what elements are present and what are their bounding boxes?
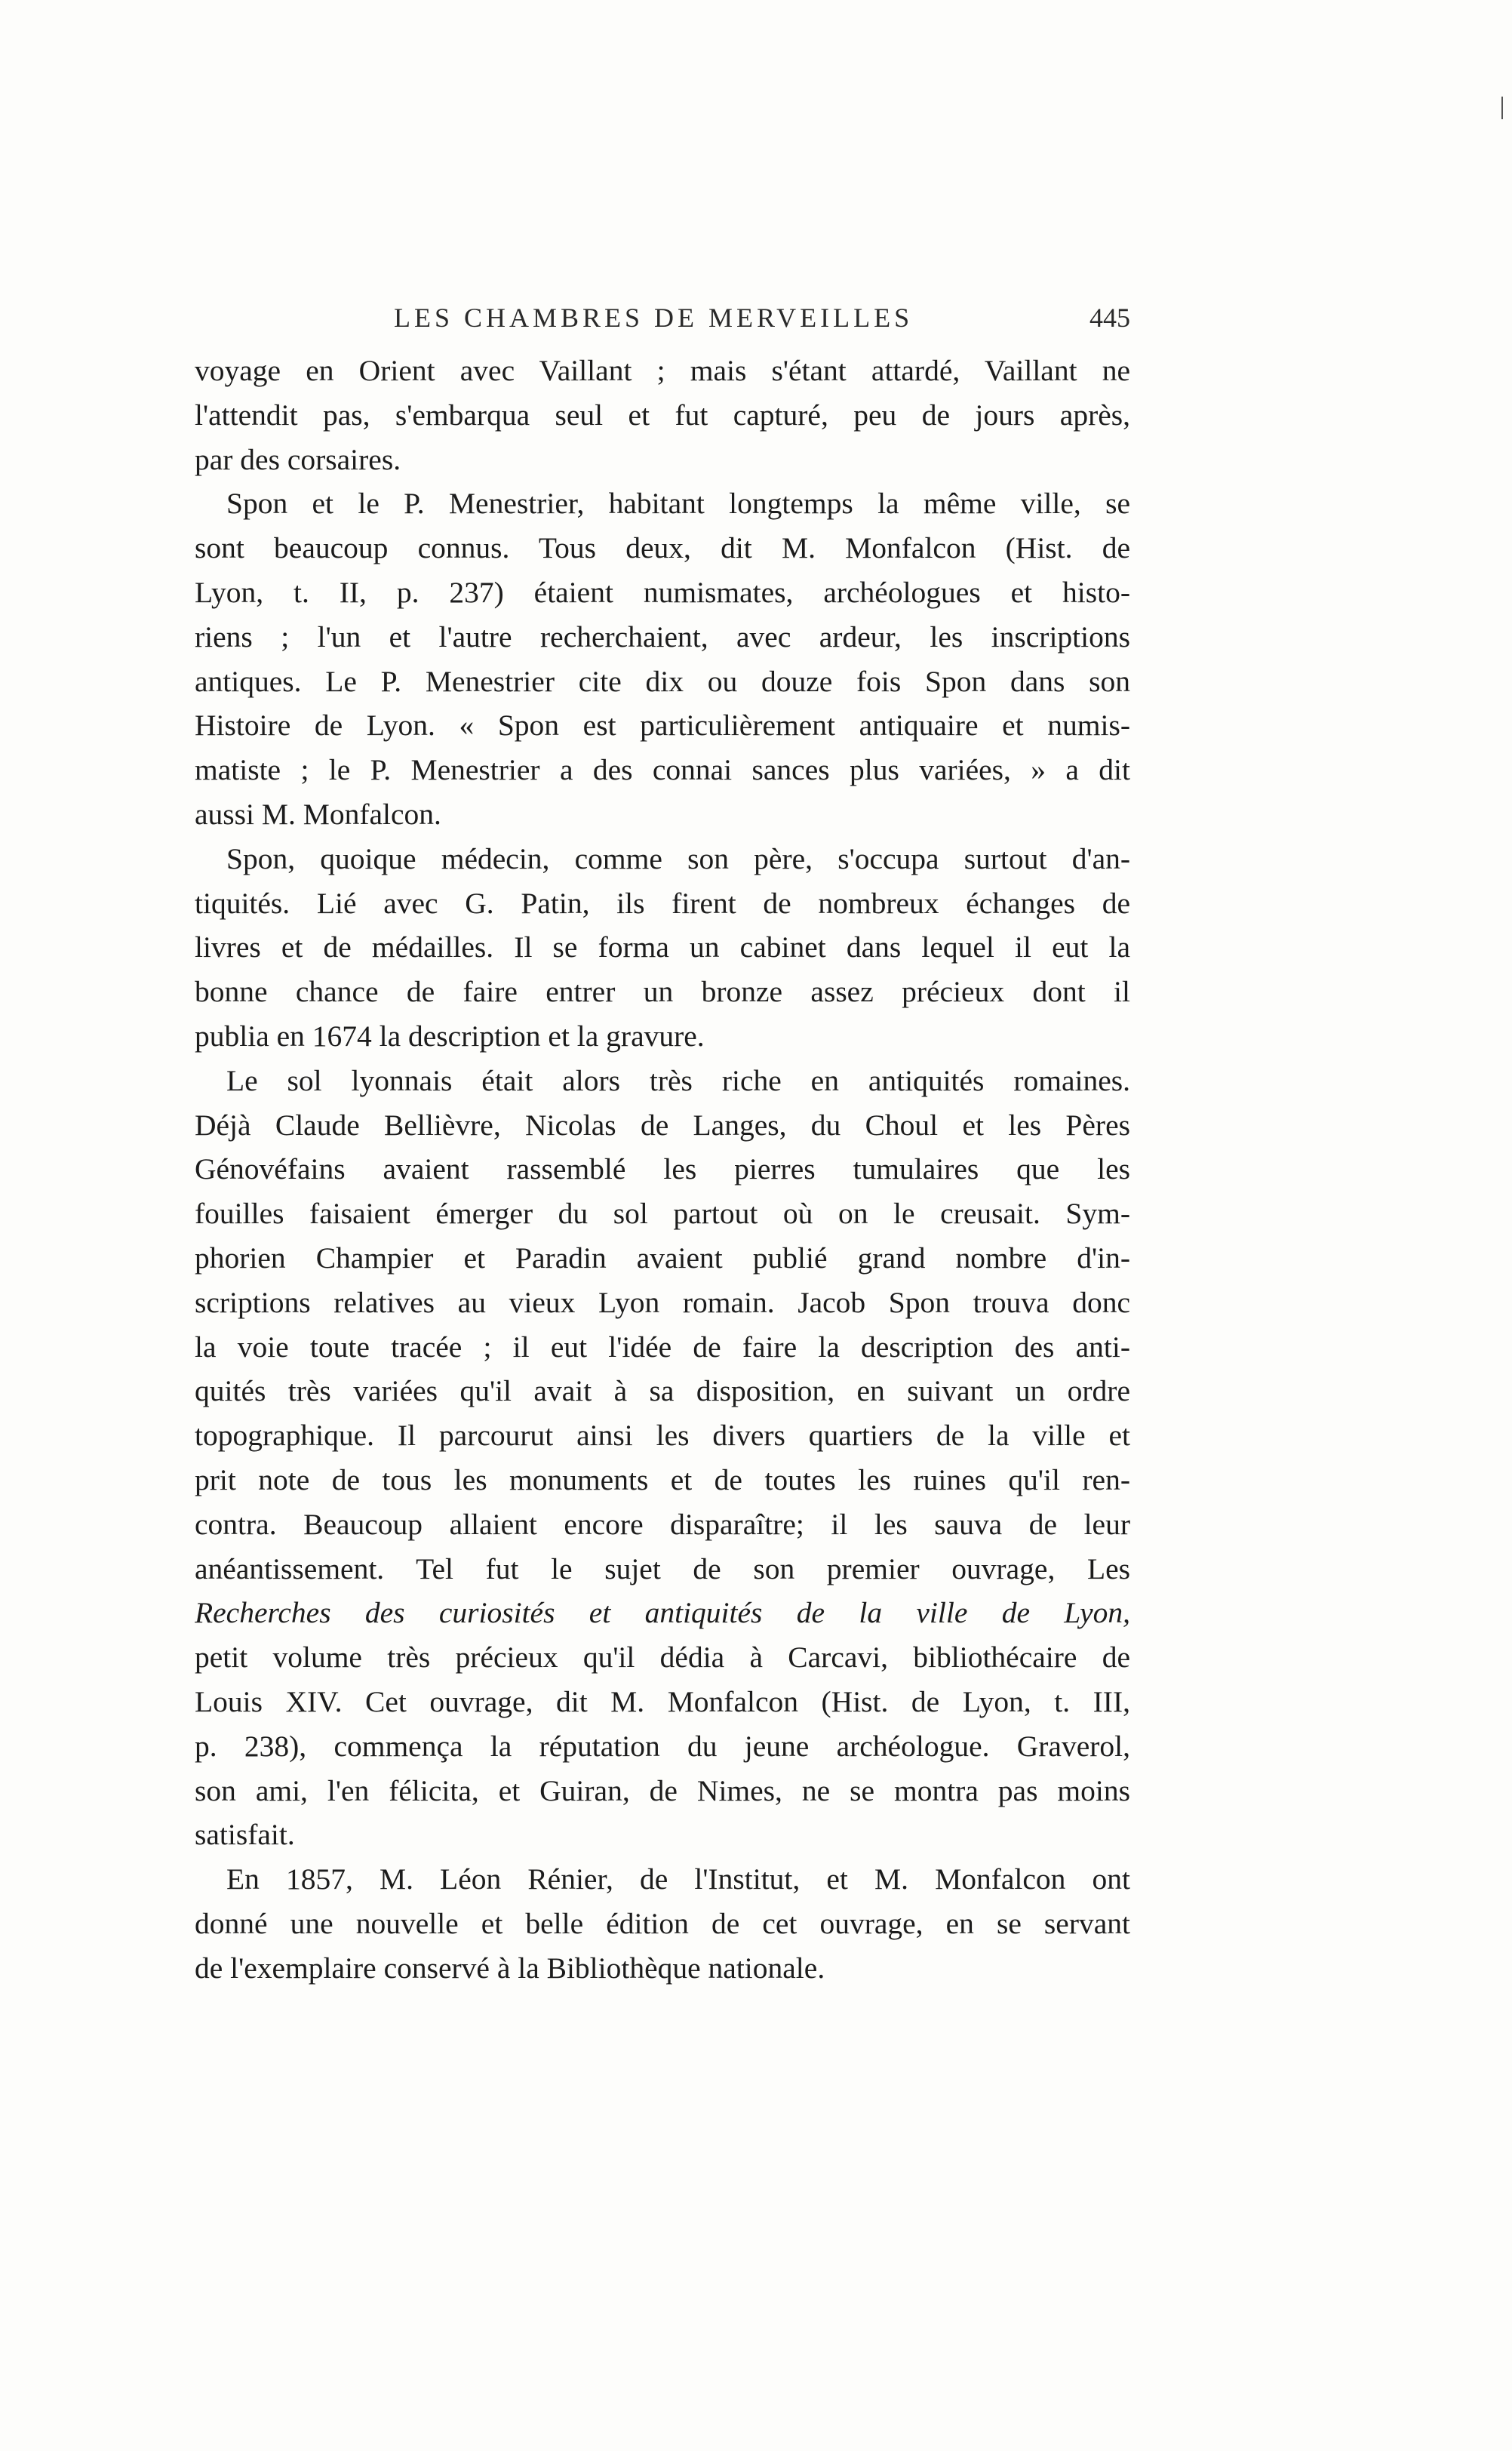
page-edge-mark bbox=[1501, 97, 1503, 119]
text-line: satisfait. bbox=[195, 1818, 295, 1852]
running-head bbox=[195, 302, 1130, 347]
text-line: voyage en Orient avec Vaillant ; mais s'étant attardé, Vaillant ne bbox=[195, 354, 1130, 387]
text-line: petit volume très précieux qu'il dédia à Carcavi, bibliothécaire de bbox=[195, 1641, 1130, 1674]
text-line: anéantissement. Tel fut le sujet de son premier ouvrage, Les bbox=[195, 1551, 1130, 1585]
text-line: Déjà Claude Bellièvre, Nicolas de Langes, du Choul et les Pères bbox=[195, 1108, 1130, 1142]
text-line: aussi M. Monfalcon. bbox=[195, 797, 441, 831]
text-line: topographique. Il parcourut ainsi les divers quartiers de la ville et bbox=[195, 1419, 1130, 1453]
text-line: Recherches des curiosités et antiquités de la ville de Lyon, bbox=[195, 1596, 1130, 1630]
text-line: l'attendit pas, s'embarqua seul et fut capturé, peu de jours après, bbox=[195, 398, 1130, 432]
text-line: quités très variées qu'il avait à sa disposition, en suivant un ordre bbox=[195, 1374, 1130, 1408]
text-line: de l'exemplaire conservé à la Bibliothèque nationale. bbox=[195, 1951, 825, 1985]
text-line: contra. Beaucoup allaient encore disparaître; il les sauva de leur bbox=[195, 1507, 1130, 1541]
text-line: bonne chance de faire entrer un bronze assez précieux dont il bbox=[195, 975, 1130, 1009]
text-line: Lyon, t. II, p. 237) étaient numismates, archéologues et histo- bbox=[195, 575, 1130, 609]
text-line: scriptions relatives au vieux Lyon romain. Jacob Spon trouva donc bbox=[195, 1285, 1130, 1319]
text-line: livres et de médailles. Il se forma un cabinet dans lequel il eut la bbox=[195, 930, 1130, 964]
text-line: Génovéfains avaient rassemblé les pierres tumulaires que les bbox=[195, 1152, 1130, 1186]
running-title: LES CHAMBRES DE MERVEILLES bbox=[394, 303, 914, 333]
text-line: Spon et le P. Menestrier, habitant longtemps la même ville, se bbox=[226, 487, 1130, 521]
text-line: donné une nouvelle et belle édition de cet ouvrage, en se servant bbox=[195, 1906, 1130, 1940]
text-line: Spon, quoique médecin, comme son père, s'occupa surtout d'an- bbox=[226, 841, 1130, 875]
text-line: Le sol lyonnais était alors très riche en antiquités romaines. bbox=[226, 1063, 1130, 1097]
text-line: Histoire de Lyon. « Spon est particulièrement antiquaire et numis- bbox=[195, 709, 1130, 743]
text-line: publia en 1674 la description et la gravure. bbox=[195, 1019, 705, 1053]
text-line: fouilles faisaient émerger du sol partout où on le creusait. Sym- bbox=[195, 1197, 1130, 1231]
text-line: sont beaucoup connus. Tous deux, dit M. Monfalcon (Hist. de bbox=[195, 531, 1130, 565]
text-line: son ami, l'en félicita, et Guiran, de Nimes, ne se montra pas moins bbox=[195, 1773, 1130, 1807]
text-line: par des corsaires. bbox=[195, 442, 401, 476]
text-line: riens ; l'un et l'autre recherchaient, avec ardeur, les inscriptions bbox=[195, 620, 1130, 653]
text-line: la voie toute tracée ; il eut l'idée de faire la description des anti- bbox=[195, 1330, 1130, 1364]
text-line: tiquités. Lié avec G. Patin, ils firent de nombreux échanges de bbox=[195, 886, 1130, 920]
text-line: En 1857, M. Léon Rénier, de l'Institut, et M. Monfalcon ont bbox=[226, 1862, 1130, 1896]
text-line: p. 238), commença la réputation du jeune archéologue. Graverol, bbox=[195, 1729, 1130, 1763]
body-text bbox=[195, 349, 1130, 1990]
page-number: 445 bbox=[1089, 303, 1130, 333]
text-line: phorien Champier et Paradin avaient publié grand nombre d'in- bbox=[195, 1241, 1130, 1275]
text-line: antiques. Le P. Menestrier cite dix ou douze fois Spon dans son bbox=[195, 664, 1130, 698]
text-line: Louis XIV. Cet ouvrage, dit M. Monfalcon (Hist. de Lyon, t. III, bbox=[195, 1684, 1130, 1718]
text-line: matiste ; le P. Menestrier a des connai sances plus variées, » a dit bbox=[195, 753, 1130, 787]
text-line: prit note de tous les monuments et de toutes les ruines qu'il ren- bbox=[195, 1462, 1130, 1496]
